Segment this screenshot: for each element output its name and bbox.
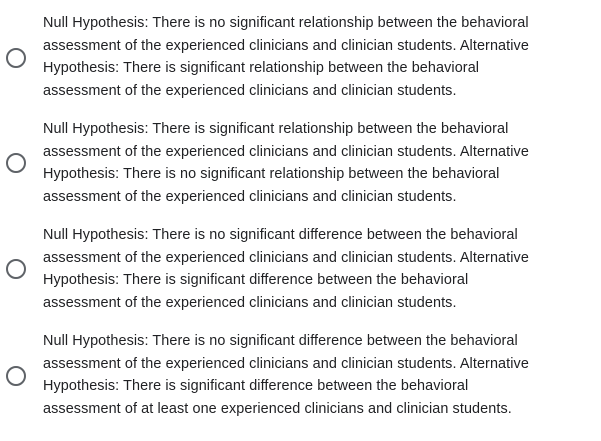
radio-button-icon[interactable] (6, 48, 26, 68)
option-text-line: Hypothesis: There is significant relationship between the behavioral (43, 60, 480, 76)
option-text-line: Hypothesis: There is no significant relationship between the behavioral (43, 166, 500, 182)
option-text-line: Hypothesis: There is significant difference between the behavioral (43, 272, 469, 288)
radio-button-icon[interactable] (6, 366, 26, 386)
option-text-line: assessment of the experienced clinicians and clinician students. Alternative (43, 355, 529, 372)
option-text-line: Hypothesis: There is significant difference between the behavioral (43, 378, 469, 394)
answer-option-3[interactable] (0, 224, 601, 320)
answer-option-2[interactable] (0, 118, 601, 214)
option-text-line: assessment of the experienced clinicians and clinician students. (43, 188, 457, 205)
option-text-line: Null Hypothesis: There is significant relationship between the behavioral (43, 121, 509, 137)
option-text-line: assessment of the experienced clinicians and clinician students. (43, 294, 457, 311)
option-label (43, 118, 588, 208)
answer-option-1[interactable] (0, 12, 601, 108)
option-text-line: assessment of at least one experienced clinicians and clinician students. (43, 400, 512, 417)
option-text-line: assessment of the experienced clinicians and clinician students. (43, 82, 457, 99)
option-text-line: assessment of the experienced clinicians and clinician students. Alternative (43, 249, 529, 266)
option-label (43, 330, 588, 420)
option-text-line: Null Hypothesis: There is no significant difference between the behavioral (43, 227, 518, 243)
option-label (43, 224, 588, 314)
option-text-line: Null Hypothesis: There is no significant difference between the behavioral (43, 333, 518, 349)
option-text-line: Null Hypothesis: There is no significant relationship between the behavioral (43, 15, 529, 31)
option-text-line: assessment of the experienced clinicians and clinician students. Alternative (43, 143, 529, 160)
answer-option-4[interactable] (0, 330, 601, 426)
option-label (43, 12, 588, 102)
option-text-line: assessment of the experienced clinicians and clinician students. Alternative (43, 37, 529, 54)
radio-button-icon[interactable] (6, 259, 26, 279)
radio-button-icon[interactable] (6, 153, 26, 173)
